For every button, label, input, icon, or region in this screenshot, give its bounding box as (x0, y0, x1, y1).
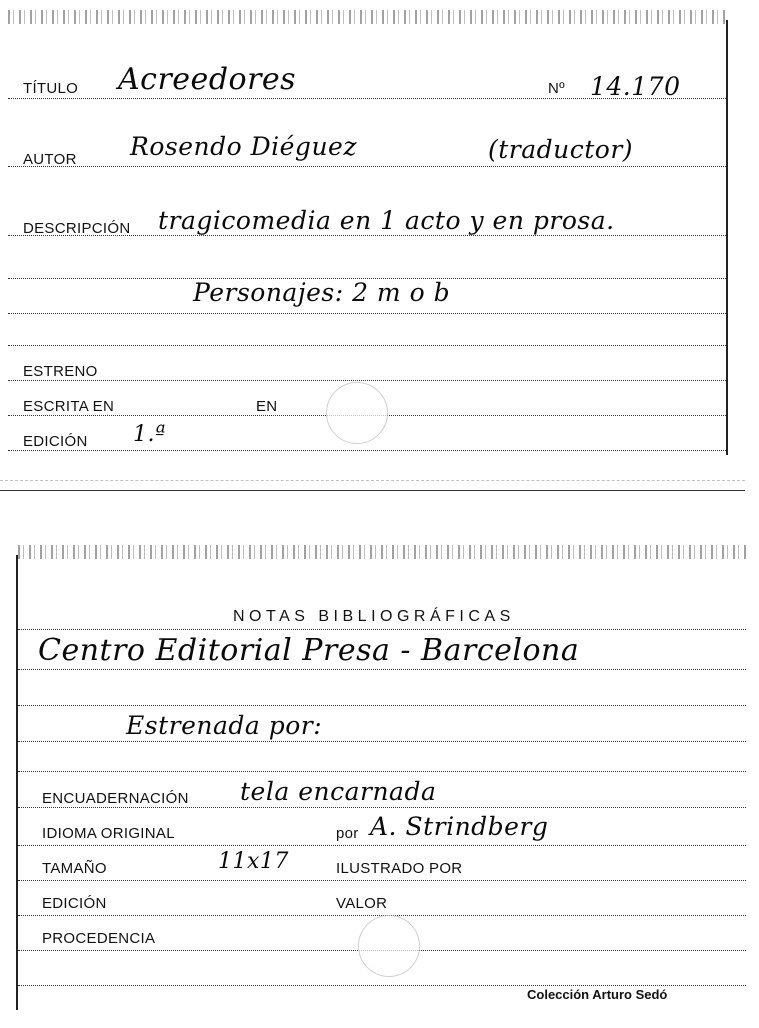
nota-editorial: Centro Editorial Presa - Barcelona (38, 633, 580, 668)
ruled-line (8, 313, 726, 314)
autor-label: AUTOR (23, 151, 77, 168)
escrita-label: ESCRITA EN (23, 398, 115, 415)
edicion-value: 1.ª (133, 422, 166, 447)
ruled-line (18, 807, 746, 808)
collection-footer: Colección Arturo Sedó (527, 987, 668, 1002)
ruled-line (18, 669, 746, 670)
idioma-label: IDIOMA ORIGINAL (42, 825, 175, 842)
autor-value: Rosendo Diéguez (130, 132, 358, 161)
titulo-label: TÍTULO (23, 80, 79, 97)
encuadernacion-label: ENCUADERNACIÓN (42, 790, 189, 807)
card-separator (0, 490, 745, 491)
numero-label: Nº (548, 80, 565, 97)
titulo-value: Acreedores (118, 62, 297, 97)
torn-edge (18, 545, 746, 559)
card-edge-shadow (0, 480, 745, 481)
edicion-label: EDICIÓN (23, 433, 88, 450)
ruled-line (18, 741, 746, 742)
ruled-line (8, 380, 726, 381)
ruled-line (18, 845, 746, 846)
procedencia-label: PROCEDENCIA (42, 930, 156, 947)
idioma-por-label: por (336, 825, 359, 842)
tamano-value: 11x17 (218, 849, 289, 874)
ruled-line (18, 629, 746, 630)
ruled-line (8, 345, 726, 346)
escrita-en-label: EN (256, 398, 278, 415)
tamano-label: TAMAÑO (42, 860, 107, 877)
descripcion-value: tragicomedia en 1 acto y en prosa. (158, 206, 615, 235)
nota-estreno: Estrenada por: (126, 711, 323, 740)
numero-value: 14.170 (590, 72, 681, 101)
torn-edge (8, 10, 726, 24)
descripcion-label: DESCRIPCIÓN (23, 220, 131, 237)
estreno-label: ESTRENO (23, 363, 98, 380)
ruled-line (18, 880, 746, 881)
personajes-value: Personajes: 2 m o b (193, 278, 451, 307)
idioma-por-value: A. Strindberg (370, 812, 549, 841)
ruled-line (18, 771, 746, 772)
autor-note: (traductor) (488, 135, 634, 164)
catalog-card-notes (16, 555, 746, 1010)
ruled-line (18, 705, 746, 706)
faded-stamp (358, 915, 420, 977)
ruled-line (8, 166, 726, 167)
catalog-card-main (8, 20, 728, 455)
valor-label: VALOR (336, 895, 388, 912)
faded-stamp (326, 382, 388, 444)
encuadernacion-value: tela encarnada (240, 777, 437, 806)
ruled-line (8, 450, 726, 451)
notas-heading: NOTAS BIBLIOGRÁFICAS (233, 608, 515, 625)
edicion-label-bottom: EDICIÓN (42, 895, 107, 912)
ilustrado-label: ILUSTRADO POR (336, 860, 463, 877)
ruled-line (18, 985, 746, 986)
